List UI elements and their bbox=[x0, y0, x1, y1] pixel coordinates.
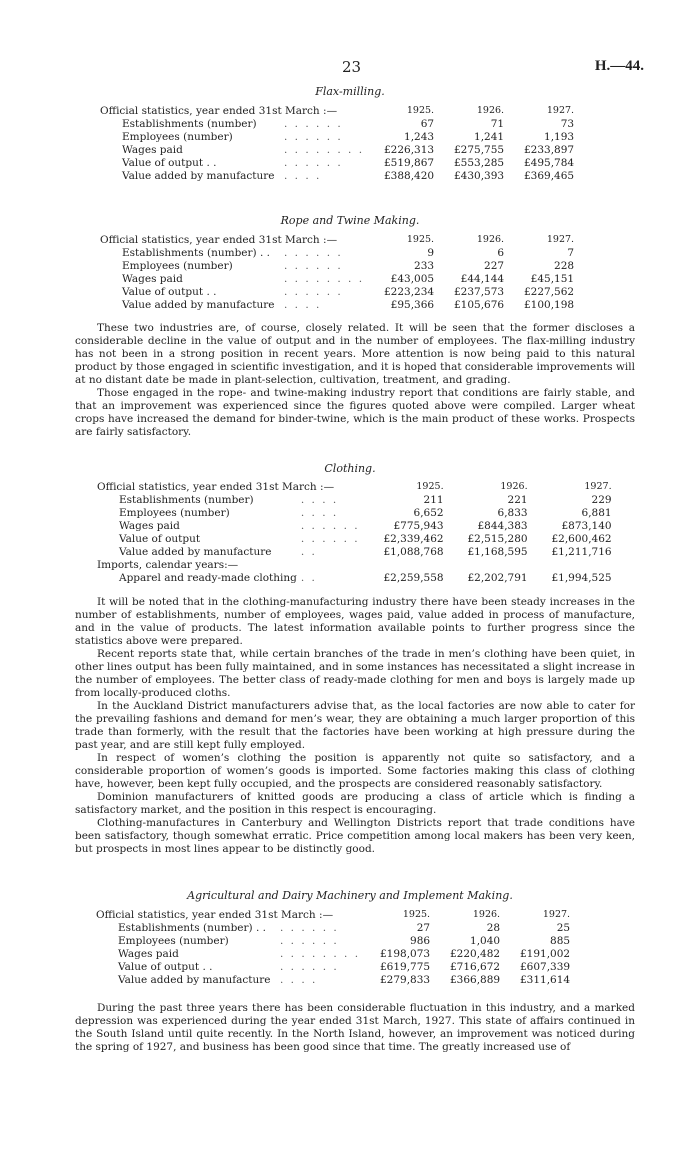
leader-dots: . . . . . . bbox=[284, 247, 343, 259]
table-cell: 986 bbox=[410, 935, 431, 947]
paragraph: In respect of women’s clothing the position is apparently not quite so satisfactory, and a considerable proportion of women’s goods is imported. Some factories making this class of clothing have, however, been kept fully occupied, and the prospects are considered reasonably satisfactory. bbox=[75, 752, 635, 790]
table-cell: 1,193 bbox=[544, 131, 575, 143]
body-text-block-2 bbox=[75, 596, 635, 856]
table-heading-label: Official statistics, year ended 31st March :— bbox=[97, 480, 335, 493]
leader-dots: . . . . . . bbox=[284, 118, 343, 130]
row-label: Value of output . . bbox=[122, 286, 217, 298]
table-cell: 228 bbox=[554, 260, 575, 272]
year-header: 1927. bbox=[584, 481, 612, 492]
table-row bbox=[97, 559, 612, 572]
table-cell: £366,889 bbox=[449, 974, 501, 986]
body-text-block-1 bbox=[75, 322, 635, 439]
table-row bbox=[96, 974, 570, 987]
stats-table-flax-milling bbox=[100, 104, 574, 183]
row-label: Value added by manufacture bbox=[122, 170, 275, 182]
table-cell: £43,005 bbox=[390, 273, 435, 285]
table-row bbox=[96, 961, 570, 974]
row-label: Establishments (number) . . bbox=[122, 247, 270, 259]
table-cell: 885 bbox=[550, 935, 571, 947]
table-row bbox=[96, 935, 570, 948]
table-cell: 1,040 bbox=[470, 935, 501, 947]
paragraph: These two industries are, of course, closely related. It will be seen that the former discloses a considerable decline in the value of output and in the number of employees. The flax-milling industry has not been in a strong position in recent years. More attention is now being paid to this natural product by those engaged in scientific investigation, and it is hoped that considerable improvements will at no distant date be made in plant-selection, cultivation, treatment, and grading. bbox=[75, 322, 635, 386]
paragraph: Those engaged in the rope- and twine-making industry report that conditions are fairly stable, and that an improvement was experienced since the figures quoted above were compiled. Larger wheat crops have increased the demand for binder-twine, which is the main product of these works. Prospects are fairly satisfactory. bbox=[75, 387, 635, 438]
row-label: Value of output bbox=[119, 533, 201, 545]
table-heading-label: Official statistics, year ended 31st March :— bbox=[100, 104, 338, 117]
leader-dots: . . . . bbox=[284, 170, 322, 182]
paragraph: During the past three years there has been considerable fluctuation in this industry, and a marked depression was experienced during the year ended 31st March, 1927. This state of affairs continued in the South Island until quite recently. In the North Island, however, an improvement was noticed during the spring of 1927, and business has been good since that time. The greatly increased use of bbox=[75, 1002, 635, 1053]
table-cell: 6,652 bbox=[413, 507, 444, 519]
year-header: 1926. bbox=[476, 105, 505, 116]
table-row bbox=[100, 247, 574, 260]
table-cell: 67 bbox=[420, 118, 435, 130]
page-number: 23 bbox=[342, 58, 362, 76]
table-cell: £1,168,595 bbox=[467, 546, 528, 558]
leader-dots: . . . . . . bbox=[284, 260, 343, 272]
table-row bbox=[96, 922, 570, 935]
row-label: Wages paid bbox=[119, 520, 180, 532]
table-cell: £95,366 bbox=[390, 299, 435, 311]
row-label: Value of output . . bbox=[118, 961, 213, 973]
table-cell: 7 bbox=[567, 247, 575, 259]
table-cell: 6,881 bbox=[581, 507, 612, 519]
table-row bbox=[100, 273, 574, 286]
table-cell: 6,833 bbox=[497, 507, 528, 519]
imports-label: Imports, calendar years:— bbox=[97, 559, 239, 571]
table-row bbox=[100, 260, 574, 273]
paragraph: Clothing-manufactures in Canterbury and Wellington Districts report that trade conditions have been satisfactory, though somewhat erratic. Price competition among local makers has been very keen, but prospects in most lines appear to be distinctly good. bbox=[75, 817, 635, 855]
table-row bbox=[97, 533, 612, 546]
section-title-rope-twine: Rope and Twine Making. bbox=[280, 214, 420, 227]
table-cell: £873,140 bbox=[561, 520, 612, 532]
table-cell: £198,073 bbox=[379, 948, 431, 960]
year-header: 1927. bbox=[546, 234, 575, 245]
table-row bbox=[100, 131, 574, 144]
table-cell: £2,202,791 bbox=[467, 572, 528, 584]
year-header: 1925. bbox=[406, 105, 435, 116]
row-label: Wages paid bbox=[118, 948, 179, 960]
table-cell: £227,562 bbox=[523, 286, 575, 298]
paragraph: It will be noted that in the clothing-manufacturing industry there have been steady increases in the number of establishments, number of employees, wages paid, value added in process of manufacture, and in the value of products. The latest information available points to further progress since the statistics above were prepared. bbox=[75, 596, 635, 647]
table-cell: £553,285 bbox=[453, 157, 505, 169]
stats-table-clothing bbox=[97, 480, 612, 585]
table-cell: £275,755 bbox=[453, 144, 505, 156]
table-cell: £1,211,716 bbox=[551, 546, 612, 558]
table-cell: £1,994,525 bbox=[551, 572, 612, 584]
row-label: Wages paid bbox=[122, 273, 183, 285]
table-cell: £430,393 bbox=[453, 170, 505, 182]
table-heading-label: Official statistics, year ended 31st March :— bbox=[100, 233, 338, 246]
table-cell: £519,867 bbox=[383, 157, 435, 169]
table-cell: 28 bbox=[486, 922, 501, 934]
table-cell: 233 bbox=[414, 260, 435, 272]
table-cell: 6 bbox=[497, 247, 505, 259]
table-cell: £619,775 bbox=[379, 961, 431, 973]
row-label: Value of output . . bbox=[122, 157, 217, 169]
table-cell: £233,897 bbox=[523, 144, 575, 156]
table-cell: £716,672 bbox=[449, 961, 501, 973]
leader-dots: . . bbox=[300, 572, 317, 584]
leader-dots: . . . . bbox=[300, 494, 339, 506]
table-cell: £45,151 bbox=[530, 273, 575, 285]
table-cell: £775,943 bbox=[393, 520, 444, 532]
table-cell: £369,465 bbox=[523, 170, 575, 182]
table-row bbox=[100, 299, 574, 312]
year-header: 1925. bbox=[416, 481, 444, 492]
leader-dots: . . . . bbox=[300, 507, 339, 519]
table-cell: 73 bbox=[560, 118, 575, 130]
table-row bbox=[97, 520, 612, 533]
leader-dots: . . . . . . bbox=[284, 131, 343, 143]
leader-dots: . . . . bbox=[280, 974, 318, 986]
leader-dots: . . . . bbox=[284, 299, 322, 311]
leader-dots: . . . . . . bbox=[280, 961, 339, 973]
table-cell: £844,383 bbox=[477, 520, 528, 532]
section-title-agricultural-machinery: Agricultural and Dairy Machinery and Implement Making. bbox=[187, 889, 513, 902]
table-row bbox=[100, 286, 574, 299]
table-cell: 229 bbox=[591, 494, 612, 506]
table-heading-label: Official statistics, year ended 31st March :— bbox=[96, 908, 334, 921]
row-label: Apparel and ready-made clothing bbox=[119, 572, 297, 584]
table-cell: £105,676 bbox=[453, 299, 505, 311]
table-cell: £2,259,558 bbox=[383, 572, 444, 584]
document-reference: H.—44. bbox=[594, 58, 644, 74]
table-cell: £2,600,462 bbox=[551, 533, 612, 545]
table-cell: 9 bbox=[427, 247, 435, 259]
table-cell: 1,243 bbox=[404, 131, 435, 143]
table-row bbox=[97, 572, 612, 585]
stats-table-rope-twine bbox=[100, 233, 574, 312]
year-header: 1927. bbox=[542, 909, 571, 920]
paragraph: Dominion manufacturers of knitted goods are producing a class of article which is finding a satisfactory market, and the position in this respect is encouraging. bbox=[75, 791, 635, 816]
table-row bbox=[96, 908, 570, 922]
table-row bbox=[100, 144, 574, 157]
table-cell: £226,313 bbox=[383, 144, 435, 156]
row-label: Value added by manufacture bbox=[122, 299, 275, 311]
table-cell: £44,144 bbox=[460, 273, 505, 285]
leader-dots: . . . . . . bbox=[284, 286, 343, 298]
table-cell: 221 bbox=[507, 494, 528, 506]
table-cell: 1,241 bbox=[474, 131, 505, 143]
row-label: Employees (number) bbox=[122, 131, 233, 143]
row-label: Establishments (number) . . bbox=[118, 922, 266, 934]
table-cell: 27 bbox=[416, 922, 431, 934]
leader-dots: . . . . . . bbox=[280, 922, 339, 934]
paragraph: Recent reports state that, while certain branches of the trade in men’s clothing have been quiet, in other lines output has been fully maintained, and in some instances has necessitated a slight increase in the number of employees. The better class of ready-made clothing for men and boys is largely made up from locally-produced cloths. bbox=[75, 648, 635, 699]
leader-dots: . . . . . . bbox=[284, 157, 343, 169]
leader-dots: . . . . . . . . bbox=[280, 948, 361, 960]
table-cell: £220,482 bbox=[449, 948, 501, 960]
paragraph: In the Auckland District manufacturers advise that, as the local factories are now able to cater for the prevailing fashions and demand for men’s wear, they are obtaining a much larger proportion of this trade than formerly, with the result that the factories have been working at high pressure during the past year, and are still kept fully employed. bbox=[75, 700, 635, 751]
section-title-flax-milling: Flax-milling. bbox=[315, 85, 385, 98]
table-cell: £237,573 bbox=[453, 286, 505, 298]
table-cell: £191,002 bbox=[519, 948, 571, 960]
table-row bbox=[100, 157, 574, 170]
leader-dots: . . . . . . bbox=[300, 533, 360, 545]
table-cell: £100,198 bbox=[523, 299, 575, 311]
year-header: 1925. bbox=[402, 909, 431, 920]
table-row bbox=[100, 118, 574, 131]
table-cell: 211 bbox=[423, 494, 444, 506]
row-label: Value added by manufacture bbox=[119, 546, 272, 558]
table-cell: £279,833 bbox=[379, 974, 431, 986]
table-cell: £495,784 bbox=[523, 157, 575, 169]
table-row bbox=[100, 170, 574, 183]
table-cell: £311,614 bbox=[519, 974, 571, 986]
table-cell: £223,234 bbox=[383, 286, 435, 298]
table-cell: £388,420 bbox=[383, 170, 435, 182]
leader-dots: . . . . . . . . bbox=[284, 273, 365, 285]
table-cell: 227 bbox=[484, 260, 505, 272]
row-label: Wages paid bbox=[122, 144, 183, 156]
year-header: 1927. bbox=[546, 105, 575, 116]
leader-dots: . . . . . . bbox=[280, 935, 339, 947]
year-header: 1926. bbox=[472, 909, 501, 920]
table-row bbox=[97, 507, 612, 520]
leader-dots: . . . . . . . . bbox=[284, 144, 365, 156]
table-row bbox=[97, 494, 612, 507]
row-label: Value added by manufacture bbox=[118, 974, 271, 986]
table-cell: £607,339 bbox=[519, 961, 571, 973]
table-row bbox=[100, 233, 574, 247]
row-label: Employees (number) bbox=[122, 260, 233, 272]
table-row bbox=[96, 948, 570, 961]
table-cell: 25 bbox=[556, 922, 571, 934]
row-label: Establishments (number) bbox=[122, 118, 257, 130]
table-cell: £1,088,768 bbox=[383, 546, 444, 558]
row-label: Employees (number) bbox=[119, 507, 230, 519]
leader-dots: . . . . . . bbox=[300, 520, 360, 532]
table-cell: £2,339,462 bbox=[383, 533, 444, 545]
leader-dots: . . bbox=[300, 546, 317, 558]
table-cell: £2,515,280 bbox=[467, 533, 528, 545]
stats-table-agricultural-machinery bbox=[96, 908, 570, 987]
table-row bbox=[97, 480, 612, 494]
table-row bbox=[100, 104, 574, 118]
table-row bbox=[97, 546, 612, 559]
year-header: 1925. bbox=[406, 234, 435, 245]
section-title-clothing: Clothing. bbox=[324, 462, 376, 475]
year-header: 1926. bbox=[476, 234, 505, 245]
row-label: Employees (number) bbox=[118, 935, 229, 947]
row-label: Establishments (number) bbox=[119, 494, 254, 506]
year-header: 1926. bbox=[500, 481, 528, 492]
table-cell: 71 bbox=[490, 118, 505, 130]
body-text-block-3 bbox=[75, 1002, 635, 1054]
